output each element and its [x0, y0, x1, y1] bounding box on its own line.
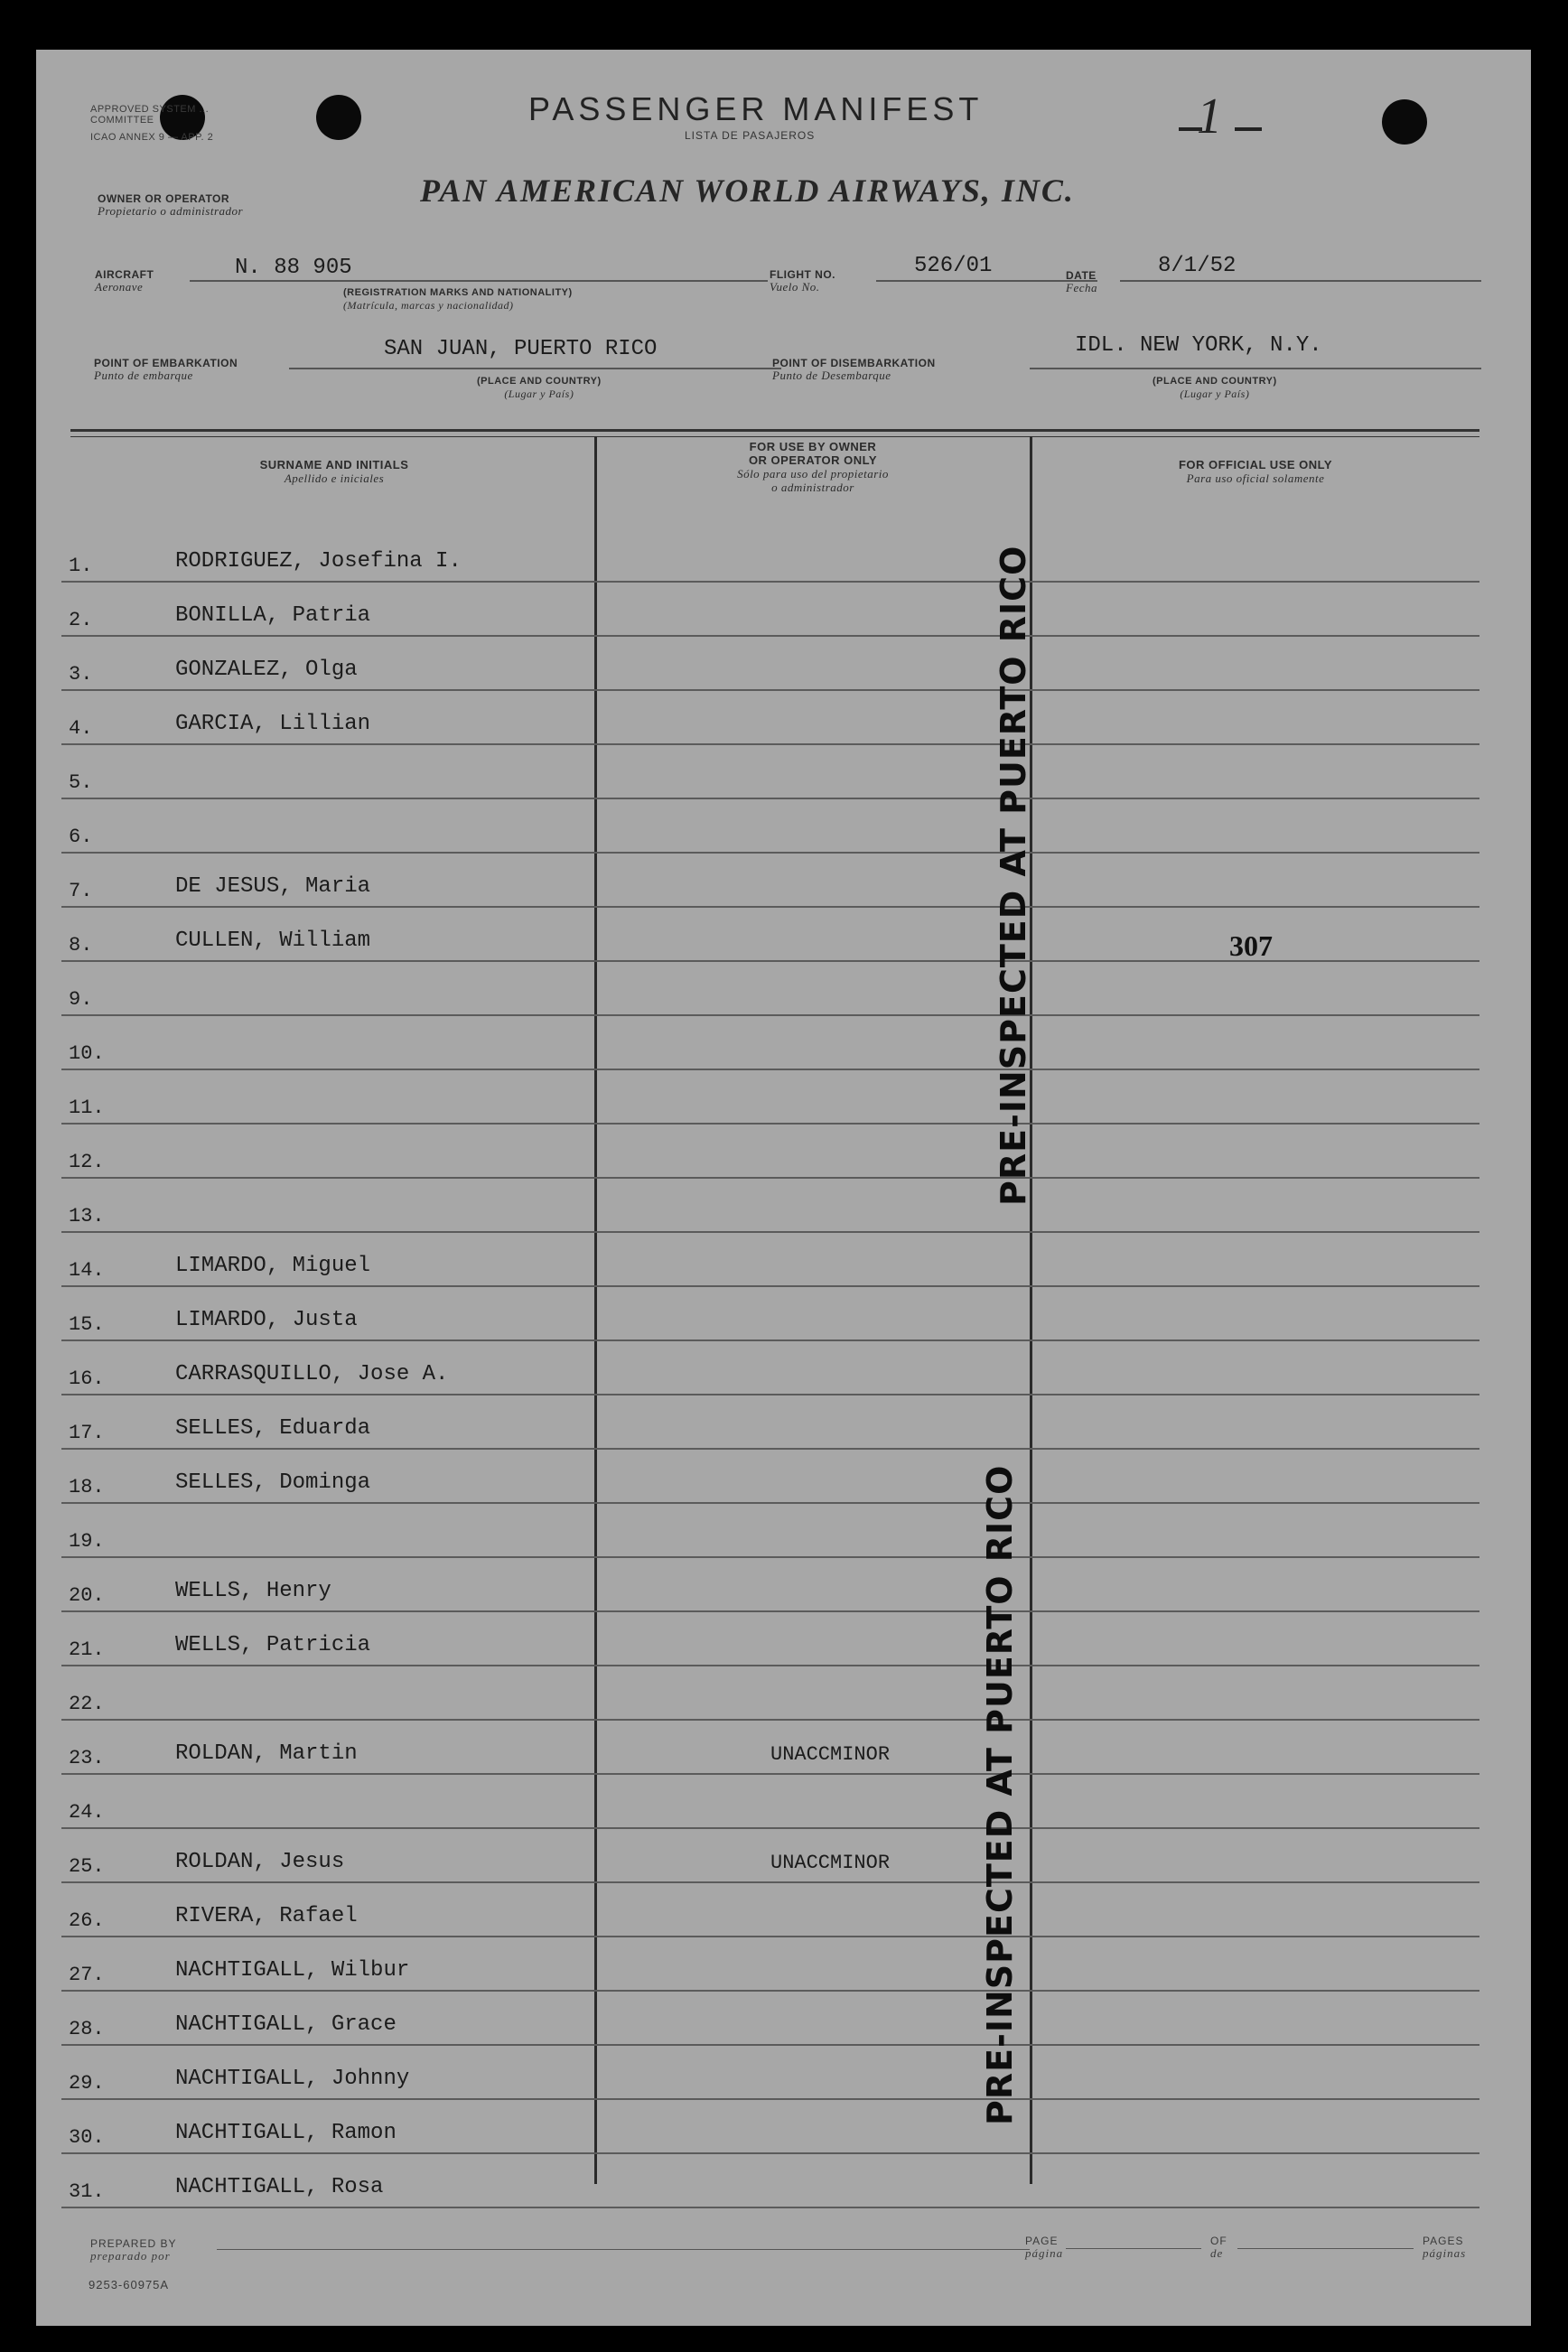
row-number: 15.: [69, 1313, 105, 1336]
row-number: 4.: [69, 717, 93, 740]
embarkation-label: [94, 357, 238, 382]
column-header-owner-en1: FOR USE BY OWNER: [749, 440, 877, 453]
row-number: 28.: [69, 2018, 105, 2040]
aircraft-hint-en: (REGISTRATION MARKS AND NATIONALITY): [343, 287, 573, 298]
table-row: [61, 1558, 1479, 1612]
table-row: [61, 2100, 1479, 2154]
passenger-name: GARCIA, Lillian: [175, 712, 371, 736]
passenger-name: CARRASQUILLO, Jose A.: [175, 1362, 449, 1386]
page-title: PASSENGER MANIFEST: [528, 90, 984, 127]
row-number: 3.: [69, 663, 93, 686]
date-value: 8/1/52: [1158, 254, 1237, 278]
row-number: 13.: [69, 1205, 105, 1227]
flight-label-en: FLIGHT NO.: [770, 268, 835, 281]
table-row: [61, 1179, 1479, 1233]
column-header-owner-es2: o administrador: [771, 481, 854, 494]
prepared-by-en: PREPARED BY: [90, 2237, 177, 2250]
aircraft-line: [190, 280, 768, 282]
row-number: 21.: [69, 1638, 105, 1661]
column-header-surname-en: SURNAME AND INITIALS: [259, 458, 409, 471]
disembarkation-label: [772, 357, 936, 382]
table-row: [61, 962, 1479, 1016]
column-header-official-en: FOR OFFICIAL USE ONLY: [1178, 458, 1333, 471]
passenger-name: WELLS, Henry: [175, 1579, 331, 1603]
page-label: [1025, 2235, 1063, 2259]
passenger-name: LIMARDO, Miguel: [175, 1254, 371, 1278]
owner-label: [98, 192, 243, 218]
passenger-name: ROLDAN, Martin: [175, 1741, 358, 1766]
row-number: 16.: [69, 1367, 105, 1390]
date-label-es: Fecha: [1066, 281, 1097, 294]
embarkation-line: [289, 368, 781, 369]
official-use-value: 307: [1229, 929, 1273, 962]
table-row: [61, 1829, 1479, 1883]
row-number: 7.: [69, 880, 93, 902]
table-row: [61, 2154, 1479, 2208]
table-top-rule: [70, 429, 1479, 432]
table-row: [61, 1395, 1479, 1450]
table-row: [61, 1504, 1479, 1558]
embarkation-hint: [477, 375, 602, 400]
pre-inspected-stamp-bottom: PRE-INSPECTED AT PUERTO RICO: [980, 1464, 1020, 2125]
passenger-name: NACHTIGALL, Rosa: [175, 2175, 384, 2199]
row-number: 25.: [69, 1855, 105, 1878]
row-number: 11.: [69, 1097, 105, 1119]
disembarkation-hint-en: (PLACE AND COUNTRY): [1153, 376, 1277, 387]
row-number: 30.: [69, 2126, 105, 2149]
flight-line: [876, 280, 1097, 282]
page-number-dash-right: [1235, 127, 1262, 131]
pages-label-en: PAGES: [1423, 2235, 1464, 2247]
page-number: 1: [1197, 89, 1222, 145]
disembarkation-hint-es: (Lugar y País): [1180, 387, 1250, 400]
column-header-owner-es1: Sólo para uso del propietario: [737, 467, 889, 481]
owner-label-en: OWNER OR OPERATOR: [98, 192, 230, 205]
pages-label-es: páginas: [1423, 2246, 1467, 2260]
table-row: [61, 528, 1479, 583]
table-row: [61, 908, 1479, 962]
row-number: 5.: [69, 771, 93, 794]
passenger-name: BONILLA, Patria: [175, 603, 371, 628]
row-number: 9.: [69, 988, 93, 1011]
operator-note: UNACCMINOR: [770, 1852, 891, 1874]
disembarkation-hint: [1153, 375, 1277, 400]
table-row: [61, 1883, 1479, 1937]
punch-hole-right: [1382, 99, 1427, 145]
page-subtitle: LISTA DE PASAJEROS: [685, 129, 816, 142]
row-number: 12.: [69, 1151, 105, 1173]
aircraft-hint: [343, 286, 573, 312]
operator-note: UNACCMINOR: [770, 1743, 891, 1766]
table-row: [61, 745, 1479, 799]
table-row: [61, 1287, 1479, 1341]
disembarkation-value: IDL. NEW YORK, N.Y.: [1075, 333, 1322, 358]
passenger-name: WELLS, Patricia: [175, 1633, 371, 1657]
flight-label-es: Vuelo No.: [770, 280, 820, 294]
column-header-owner-en2: OR OPERATOR ONLY: [748, 453, 878, 467]
passenger-name: CULLEN, William: [175, 929, 371, 953]
aircraft-label-en: AIRCRAFT: [95, 268, 154, 281]
row-number: 8.: [69, 934, 93, 957]
row-number: 29.: [69, 2072, 105, 2095]
flight-label: [770, 268, 835, 294]
of-label: [1210, 2235, 1227, 2259]
table-row: [61, 799, 1479, 854]
table-row: [61, 1937, 1479, 1992]
row-number: 31.: [69, 2180, 105, 2203]
disembarkation-label-en: POINT OF DISEMBARKATION: [772, 357, 936, 369]
row-number: 19.: [69, 1530, 105, 1553]
table-row: [61, 691, 1479, 745]
pre-inspected-stamp-top: PRE-INSPECTED AT PUERTO RICO: [994, 545, 1033, 1206]
row-number: 24.: [69, 1801, 105, 1824]
flight-value: 526/01: [914, 254, 993, 278]
column-header-owner: [614, 440, 1012, 494]
page-label-es: página: [1025, 2246, 1064, 2260]
passenger-name: NACHTIGALL, Ramon: [175, 2121, 397, 2145]
column-header-surname: [108, 458, 560, 485]
of-label-en: OF: [1210, 2235, 1227, 2247]
prepared-by-es: preparado por: [90, 2249, 171, 2263]
passenger-name: NACHTIGALL, Johnny: [175, 2067, 410, 2091]
table-row: [61, 637, 1479, 691]
embarkation-label-es: Punto de embarque: [94, 369, 193, 382]
table-row: [61, 2046, 1479, 2100]
row-number: 17.: [69, 1422, 105, 1444]
prepared-by-label: [90, 2238, 176, 2262]
form-code: 9253-60975A: [89, 2278, 170, 2291]
column-header-official-es: Para uso oficial solamente: [1186, 471, 1325, 485]
row-number: 1.: [69, 555, 93, 577]
column-header-surname-es: Apellido e iniciales: [284, 471, 385, 485]
row-number: 2.: [69, 609, 93, 631]
table-row: [61, 583, 1479, 637]
disembarkation-line: [1030, 368, 1481, 369]
table-row: [61, 1450, 1479, 1504]
row-number: 18.: [69, 1476, 105, 1498]
of-line: [1237, 2248, 1414, 2249]
row-number: 23.: [69, 1747, 105, 1769]
passenger-name: LIMARDO, Justa: [175, 1308, 358, 1332]
aircraft-label-es: Aeronave: [95, 280, 144, 294]
row-number: 22.: [69, 1693, 105, 1715]
icao-text: ICAO ANNEX 9 — APP. 2: [90, 132, 214, 143]
passenger-name: NACHTIGALL, Wilbur: [175, 1958, 410, 1983]
pages-label: [1423, 2235, 1466, 2259]
row-number: 20.: [69, 1584, 105, 1607]
passenger-name: RODRIGUEZ, Josefina I.: [175, 549, 462, 574]
table-row: [61, 1992, 1479, 2046]
passenger-name: NACHTIGALL, Grace: [175, 2012, 397, 2037]
table-row: [61, 1070, 1479, 1125]
row-number: 27.: [69, 1964, 105, 1986]
passenger-name: ROLDAN, Jesus: [175, 1850, 345, 1874]
table-row: [61, 1233, 1479, 1287]
passenger-name: GONZALEZ, Olga: [175, 658, 358, 682]
table-row: [61, 1775, 1479, 1829]
row-number: 6.: [69, 826, 93, 848]
table-row: [61, 1016, 1479, 1070]
date-line: [1120, 280, 1481, 282]
date-label: [1066, 269, 1097, 294]
embarkation-hint-es: (Lugar y País): [504, 387, 574, 400]
page-label-en: PAGE: [1025, 2235, 1059, 2247]
table-top-rule-2: [70, 436, 1479, 437]
of-label-es: de: [1210, 2246, 1224, 2260]
passenger-name: RIVERA, Rafael: [175, 1904, 358, 1928]
row-number: 10.: [69, 1042, 105, 1065]
embarkation-hint-en: (PLACE AND COUNTRY): [477, 376, 602, 387]
operator-name: PAN AMERICAN WORLD AIRWAYS, INC.: [420, 173, 1075, 209]
row-line: [61, 2207, 1479, 2208]
date-label-en: DATE: [1066, 269, 1097, 282]
table-row: [61, 854, 1479, 908]
passenger-name: SELLES, Dominga: [175, 1470, 371, 1495]
row-number: 14.: [69, 1259, 105, 1282]
manifest-page: [36, 50, 1531, 2326]
table-row: [61, 1125, 1479, 1179]
prepared-by-line: [217, 2249, 1030, 2250]
page-line: [1066, 2248, 1201, 2249]
aircraft-value: N. 88 905: [235, 256, 352, 280]
passenger-name: DE JESUS, Maria: [175, 874, 371, 899]
punch-hole-center: [316, 95, 361, 140]
owner-label-es: Propietario o administrador: [98, 204, 244, 218]
embarkation-value: SAN JUAN, PUERTO RICO: [384, 337, 658, 361]
embarkation-label-en: POINT OF EMBARKATION: [94, 357, 238, 369]
table-row: [61, 1666, 1479, 1721]
disembarkation-label-es: Punto de Desembarque: [772, 369, 891, 382]
aircraft-hint-es: (Matrícula, marcas y nacionalidad): [343, 299, 514, 312]
table-row: [61, 1341, 1479, 1395]
approved-text: APPROVED SYSTEM ... COMMITTEE: [90, 104, 210, 126]
row-number: 26.: [69, 1909, 105, 1932]
table-row: [61, 1612, 1479, 1666]
aircraft-label: [95, 268, 154, 294]
column-header-official: [1048, 458, 1463, 485]
passenger-name: SELLES, Eduarda: [175, 1416, 371, 1441]
table-row: [61, 1721, 1479, 1775]
